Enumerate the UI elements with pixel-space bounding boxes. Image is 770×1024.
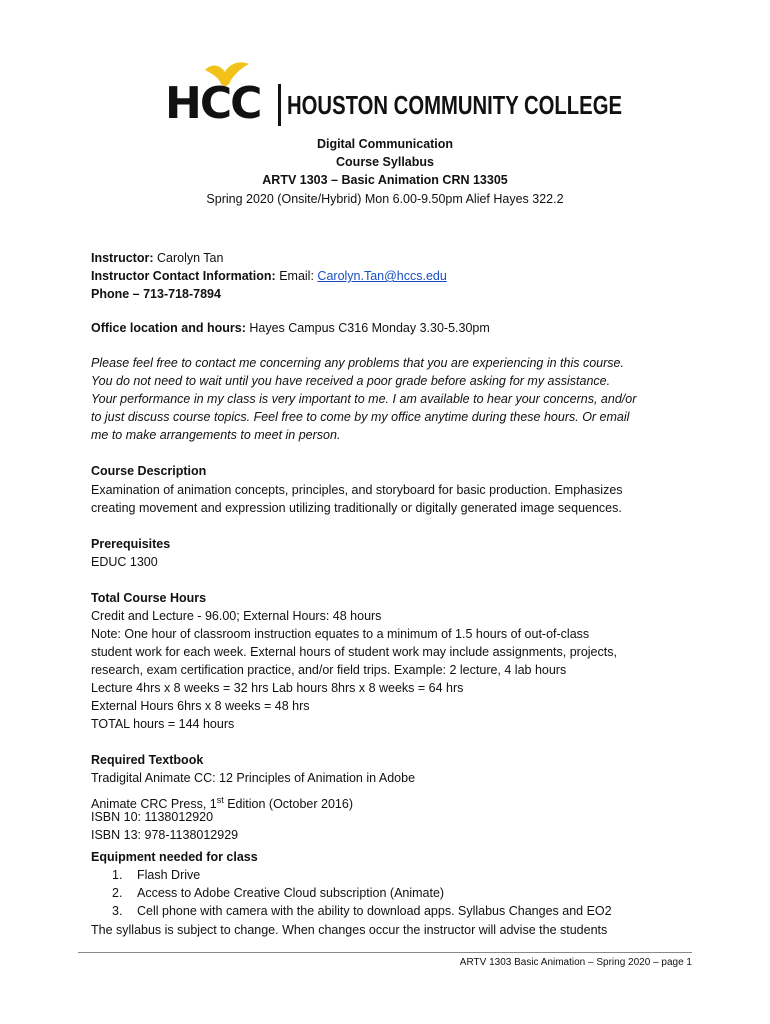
contact-line <box>91 267 447 285</box>
list-number: 1. <box>112 868 123 882</box>
isbn-10: ISBN 10: 1138012920 <box>91 810 214 824</box>
title-line-3: ARTV 1303 – Basic Animation CRN 13305 <box>262 173 508 187</box>
textbook-heading: Required Textbook <box>91 753 204 767</box>
textbook-line-part: Animate CRC Press, 1 <box>91 797 217 812</box>
textbook-line: Tradigital Animate CC: 12 Principles of Animation in Adobe <box>91 771 416 785</box>
note-line: me to make arrangements to meet in person. <box>91 428 341 442</box>
prereq-heading: Prerequisites <box>91 537 171 551</box>
title-line-4: Spring 2020 (Onsite/Hybrid) Mon 6.00-9.50pm Alief Hayes 322.2 <box>206 192 564 206</box>
title-line-2: Course Syllabus <box>336 155 434 169</box>
instructor-line <box>91 249 223 267</box>
college-name: HOUSTON COMMUNITY COLLEGE <box>287 90 623 120</box>
title-line-1: Digital Communication <box>316 137 454 151</box>
note-line: Your performance in my class is very important to me. I am available to hear your concerns, and/or <box>91 392 637 406</box>
note-line: Please feel free to contact me concerning any problems that you are experiencing in this course. <box>91 356 624 370</box>
logo-divider <box>278 84 281 126</box>
hours-line: student work for each week. External hours of student work may include assignments, projects, <box>91 645 617 659</box>
office-line <box>91 319 490 337</box>
hours-line: Credit and Lecture - 96.00; External Hours: 48 hours <box>91 609 382 623</box>
contact-label: Instructor Contact Information: <box>91 269 276 283</box>
description-line: creating movement and expression utilizing traditionally or digitally generated image sequences. <box>91 501 622 515</box>
textbook-line-part: Edition (October 2016) <box>223 797 353 812</box>
hours-line: TOTAL hours = 144 hours <box>91 717 235 731</box>
hours-line: Lecture 4hrs x 8 weeks = 32 hrs Lab hours 8hrs x 8 weeks = 64 hrs <box>91 681 464 695</box>
note-line: You do not need to wait until you have received a poor grade before asking for my assistance. <box>91 374 611 388</box>
textbook-sup: st <box>216 795 224 805</box>
hcc-logo <box>165 60 623 130</box>
prereq-value: EDUC 1300 <box>91 555 158 569</box>
list-number: 3. <box>112 904 123 918</box>
office-value: Hayes Campus C316 Monday 3.30-5.30pm <box>249 321 490 335</box>
syllabus-change-line: The syllabus is subject to change. When changes occur the instructor will advise the students <box>91 923 608 937</box>
instructor-label: Instructor: <box>91 251 154 265</box>
office-label: Office location and hours: <box>91 321 246 335</box>
list-item: Access to Adobe Creative Cloud subscription (Animate) <box>137 886 445 900</box>
description-line: Examination of animation concepts, principles, and storyboard for basic production. Emphasizes <box>91 483 623 497</box>
footer-rule <box>78 952 692 953</box>
hours-heading: Total Course Hours <box>91 591 207 605</box>
equipment-heading: Equipment needed for class <box>91 850 258 864</box>
hours-line: research, exam certification practice, and/or field trips. Example: 2 lecture, 4 lab hours <box>91 663 567 677</box>
description-heading: Course Description <box>91 464 207 478</box>
instructor-name: Carolyn Tan <box>156 251 224 265</box>
phone-line: Phone – 713-718-7894 <box>91 287 221 301</box>
list-item: Cell phone with camera with the ability to download apps. Syllabus Changes and EO2 <box>137 904 612 918</box>
hours-line: Note: One hour of classroom instruction equates to a minimum of 1.5 hours of out-of-class <box>91 627 590 641</box>
logo-letters: HCC <box>165 78 261 129</box>
note-line: to just discuss course topics. Feel free to come by my office anytime during these hours. Or email <box>91 410 630 424</box>
email-prefix: Email: <box>279 269 314 283</box>
email-link[interactable]: Carolyn.Tan@hccs.edu <box>317 269 447 283</box>
page-footer: ARTV 1303 Basic Animation – Spring 2020 – page 1 <box>459 957 692 968</box>
hours-line: External Hours 6hrs x 8 weeks = 48 hrs <box>91 699 310 713</box>
isbn-13: ISBN 13: 978-1138012929 <box>91 828 239 842</box>
list-item: Flash Drive <box>137 868 201 882</box>
list-number: 2. <box>112 886 123 900</box>
